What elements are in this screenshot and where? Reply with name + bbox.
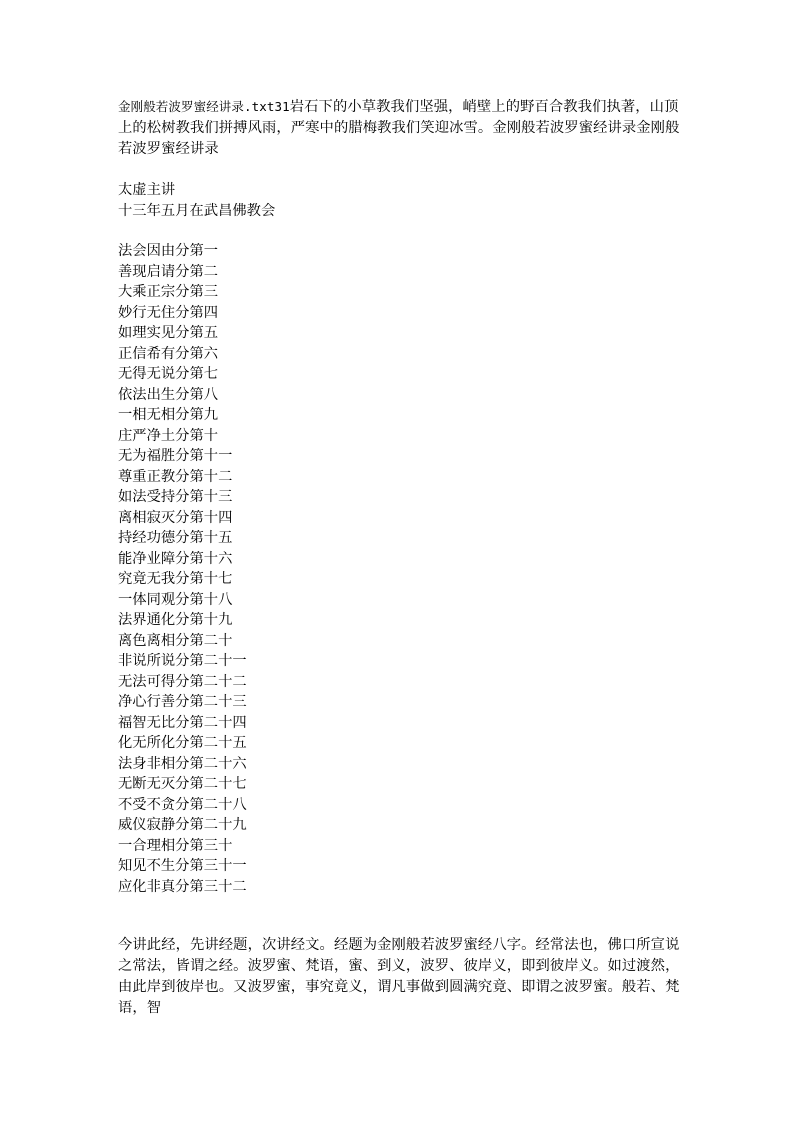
toc-item: 净心行善分第二十三 xyxy=(118,694,247,710)
toc-item: 庄严净土分第十 xyxy=(118,427,219,444)
toc-item: 离色离相分第二十 xyxy=(118,632,233,649)
toc-item: 妙行无住分第四 xyxy=(118,304,219,321)
intro-text: 岩石下的小草教我们坚强，峭壁上的野百合教我们执著，山顶上的松树教我们拼搏风雨，严寒中的腊梅教我们笑迎冰雪。金刚般若波罗蜜经讲录金刚般若波罗蜜经讲录 xyxy=(118,99,680,157)
toc-item: 一体同观分第十八 xyxy=(118,591,233,608)
toc-item: 尊重正教分第十二 xyxy=(118,468,233,485)
toc-item: 依法出生分第八 xyxy=(118,386,219,403)
toc-item: 如理实见分第五 xyxy=(118,325,219,341)
toc-item: 正信希有分第六 xyxy=(118,345,219,362)
intro-paragraph xyxy=(118,96,680,160)
toc-item: 善现启请分第二 xyxy=(118,263,219,280)
toc-item: 如法受持分第十三 xyxy=(118,489,233,505)
toc-item: 福智无比分第二十四 xyxy=(118,714,247,731)
author-block xyxy=(118,180,680,221)
toc-item: 法界通化分第十九 xyxy=(118,612,233,628)
toc-item: 一相无相分第九 xyxy=(118,407,219,423)
toc-item: 能净业障分第十六 xyxy=(118,550,233,567)
toc-item: 法会因由分第一 xyxy=(118,243,219,259)
toc-item: 无断无灭分第二十七 xyxy=(118,776,247,792)
file-name: 金刚般若波罗蜜经讲录.txt31 xyxy=(118,99,290,114)
toc-item: 持经功德分第十五 xyxy=(118,530,233,546)
toc-item: 一合理相分第三十 xyxy=(118,837,233,854)
toc-item: 化无所化分第二十五 xyxy=(118,735,247,751)
date-place-line: 十三年五月在武昌佛教会 xyxy=(118,202,276,219)
toc-item: 究竟无我分第十七 xyxy=(118,571,233,587)
toc-item: 威仪寂静分第二十九 xyxy=(118,817,247,833)
toc-item: 法身非相分第二十六 xyxy=(118,755,247,772)
speaker-line: 太虚主讲 xyxy=(118,182,176,198)
body-paragraph: 今讲此经，先讲经题，次讲经文。经题为金刚般若波罗蜜经八字。经常法也，佛口所宣说之常法，皆谓之经。波罗蜜、梵语，蜜、到义，波罗、彼岸义，即到彼岸义。如过渡然，由此岸到彼岸也。又波罗蜜，事究竟义，谓凡事做到圆满究竟、即谓之波罗蜜。般若、梵语，智 xyxy=(118,937,680,1016)
toc-item: 无得无说分第七 xyxy=(118,366,219,382)
toc-item: 离相寂灭分第十四 xyxy=(118,509,233,526)
table-of-contents xyxy=(118,241,680,897)
toc-item: 非说所说分第二十一 xyxy=(118,653,247,669)
toc-item: 无为福胜分第十一 xyxy=(118,448,233,464)
toc-item: 不受不贪分第二十八 xyxy=(118,796,247,813)
toc-item: 无法可得分第二十二 xyxy=(118,673,247,690)
document-page xyxy=(118,96,680,1019)
toc-item: 知见不生分第三十一 xyxy=(118,858,247,874)
toc-item: 大乘正宗分第三 xyxy=(118,284,219,300)
toc-item: 应化非真分第三十二 xyxy=(118,878,247,895)
